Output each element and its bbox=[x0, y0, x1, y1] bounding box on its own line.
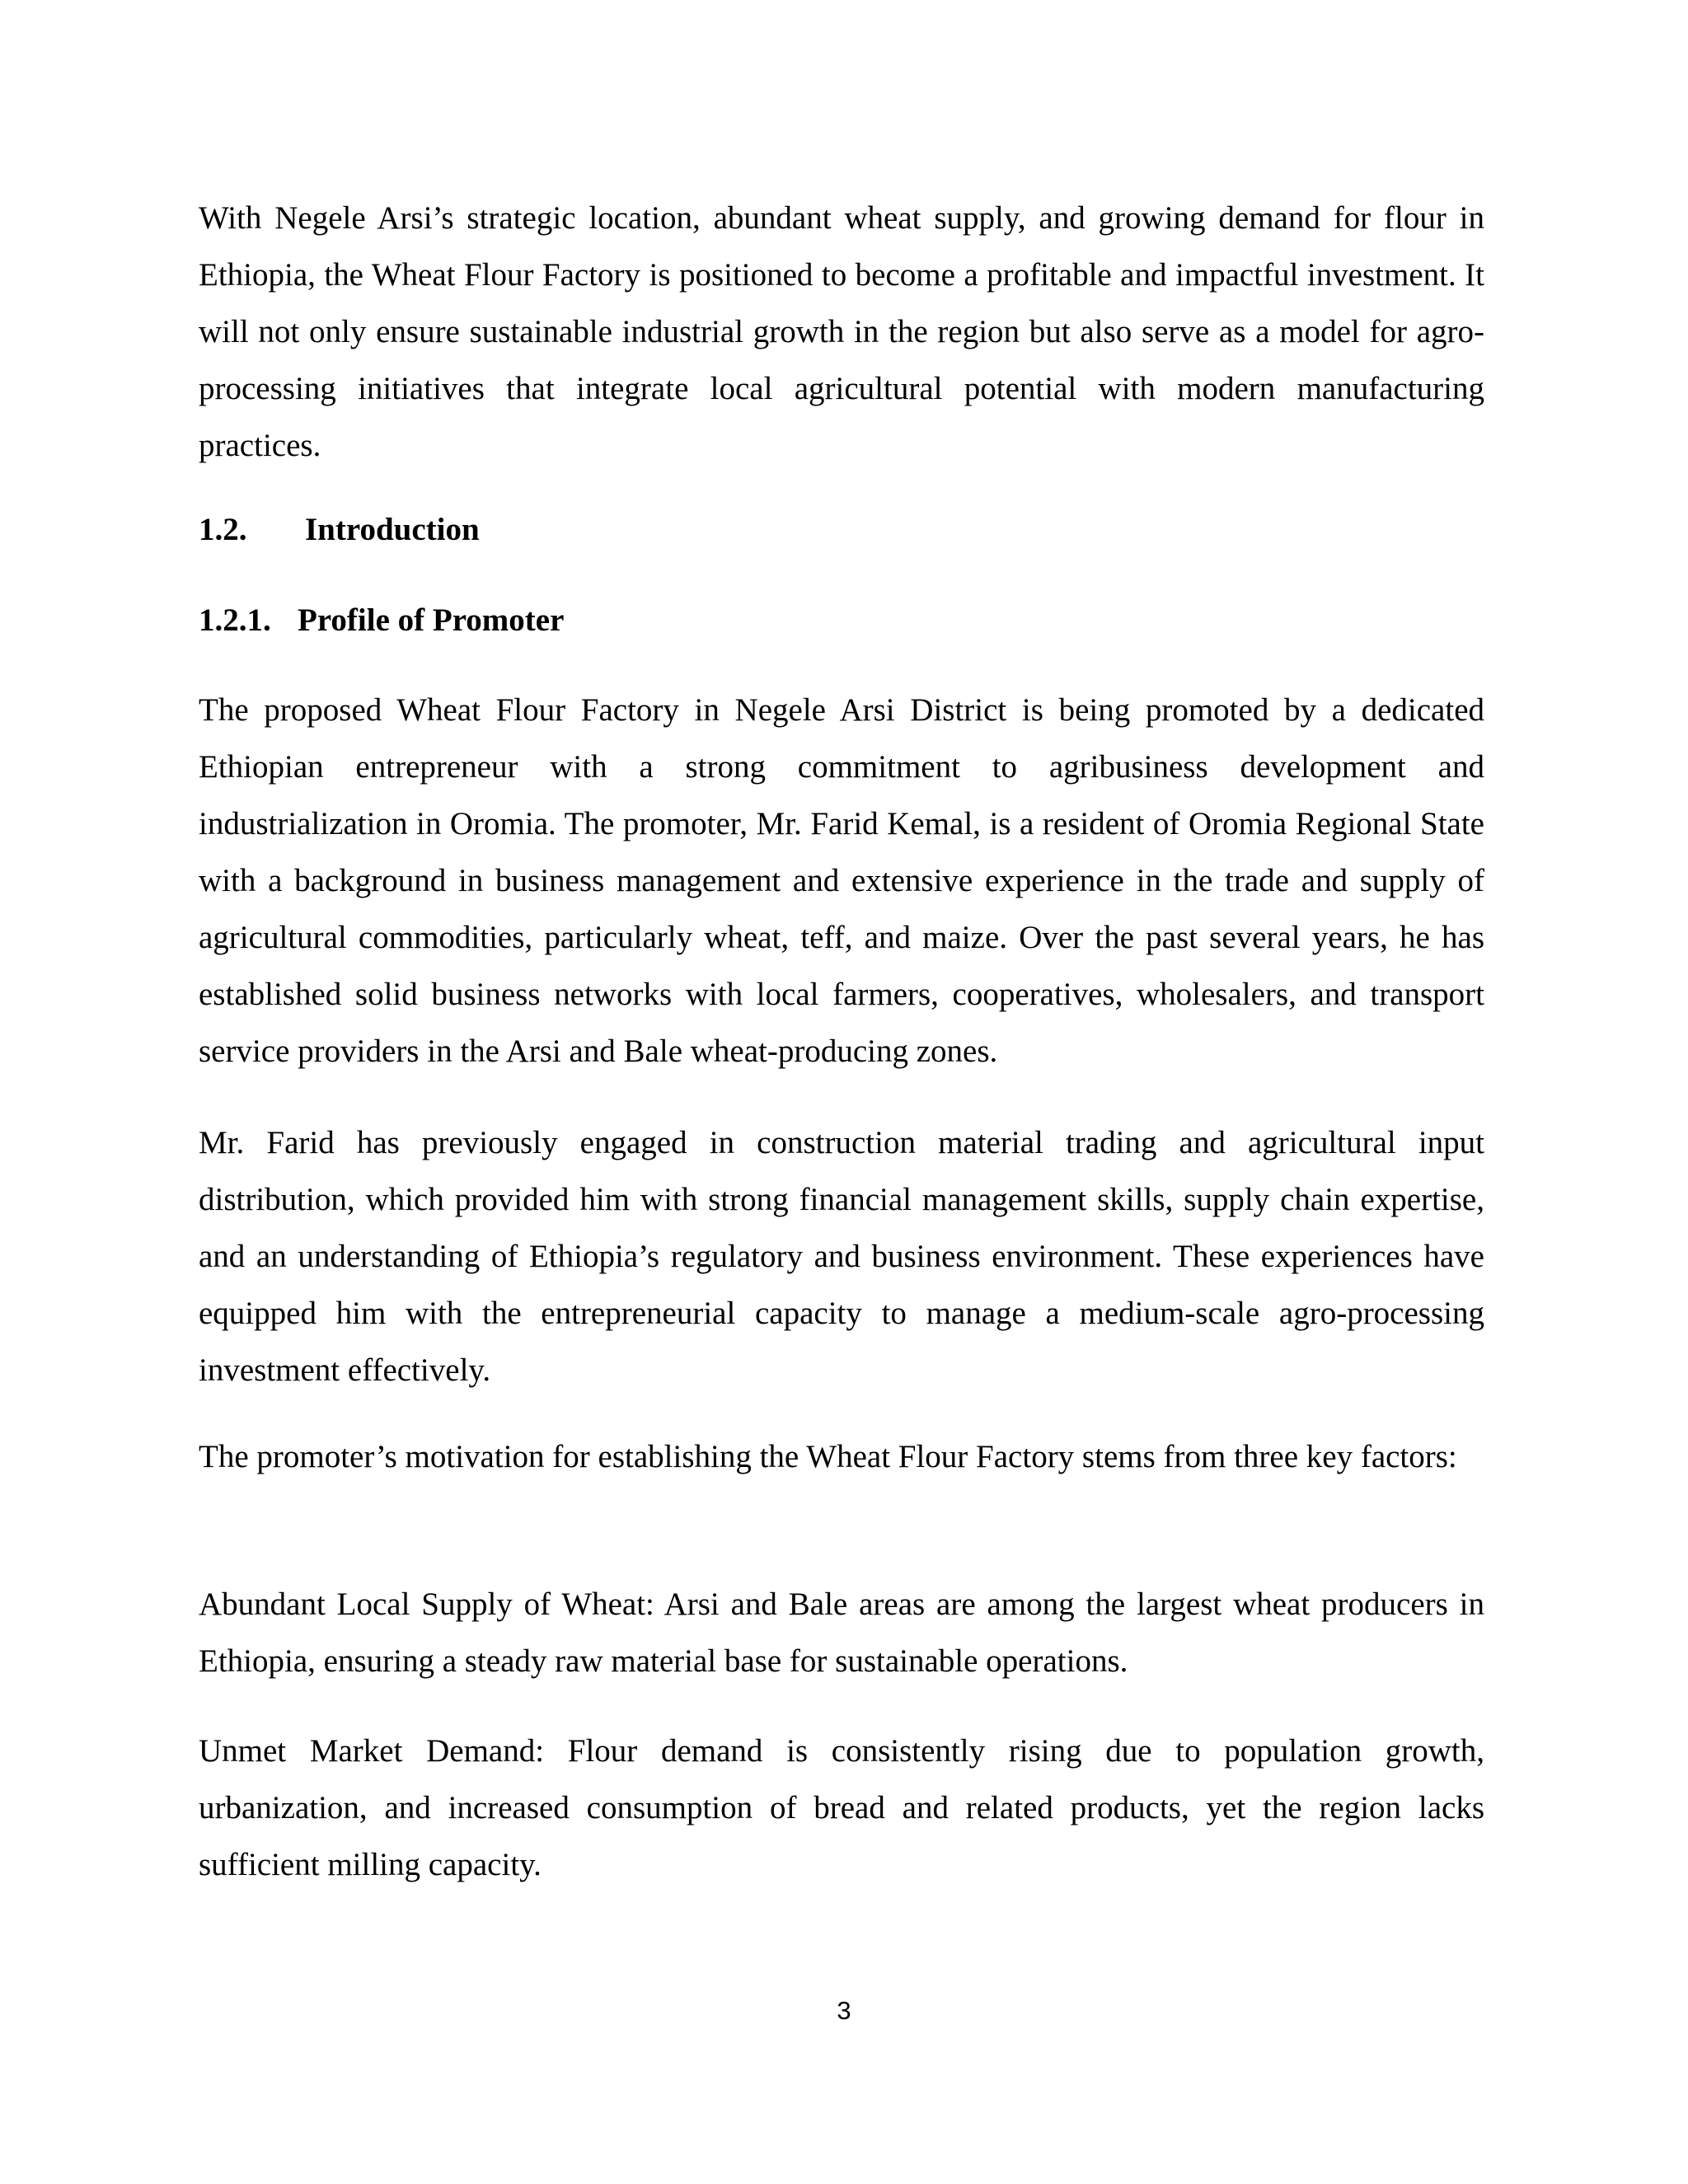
factor-market-demand-paragraph: Unmet Market Demand: Flour demand is consistently rising due to population growth, urbanization, and increased consumption of bread and related products, yet the region lacks sufficient milling capacity. bbox=[199, 1733, 1484, 1882]
subsection-heading bbox=[199, 592, 1484, 649]
subsection-number: 1.2.1. bbox=[199, 602, 271, 638]
section-number: 1.2. bbox=[199, 512, 247, 547]
section-title: Introduction bbox=[305, 512, 480, 547]
page-number: 3 bbox=[837, 1996, 851, 2025]
promoter-profile-paragraph: The proposed Wheat Flour Factory in Negele Arsi District is being promoted by a dedicated Ethiopian entrepreneur with a strong commitment to agribusiness development and industrialization in Oromia. The promoter, Mr. Farid Kemal, is a resident of Oromia Regional State with a background in business management and extensive experience in the trade and supply of agricultural commodities, particularly wheat, teff, and maize. Over the past several years, he has established solid business networks with local farmers, cooperatives, wholesalers, and transport service providers in the Arsi and Bale wheat-producing zones. bbox=[199, 692, 1484, 1069]
promoter-experience-paragraph: Mr. Farid has previously engaged in construction material trading and agricultural input distribution, which provided him with strong financial management skills, supply chain expertise, and an understanding of Ethiopia’s regulatory and business environment. These experiences have equipped him with the entrepreneurial capacity to manage a medium-scale agro-processing investment effectively. bbox=[199, 1125, 1484, 1388]
subsection-title: Profile of Promoter bbox=[298, 602, 565, 638]
factor-wheat-supply-paragraph: Abundant Local Supply of Wheat: Arsi and Bale areas are among the largest wheat producers in Ethiopia, ensuring a steady raw material base for sustainable operations. bbox=[199, 1586, 1484, 1679]
section-heading bbox=[199, 501, 1484, 558]
intro-paragraph: With Negele Arsi’s strategic location, abundant wheat supply, and growing demand for flour in Ethiopia, the Wheat Flour Factory is positioned to become a profitable and impactful investment. It will not only ensure sustainable industrial growth in the region but also serve as a model for agro-processing initiatives that integrate local agricultural potential with modern manufacturing practices. bbox=[199, 200, 1484, 463]
motivation-paragraph: The promoter’s motivation for establishing the Wheat Flour Factory stems from three key factors: bbox=[199, 1439, 1457, 1474]
